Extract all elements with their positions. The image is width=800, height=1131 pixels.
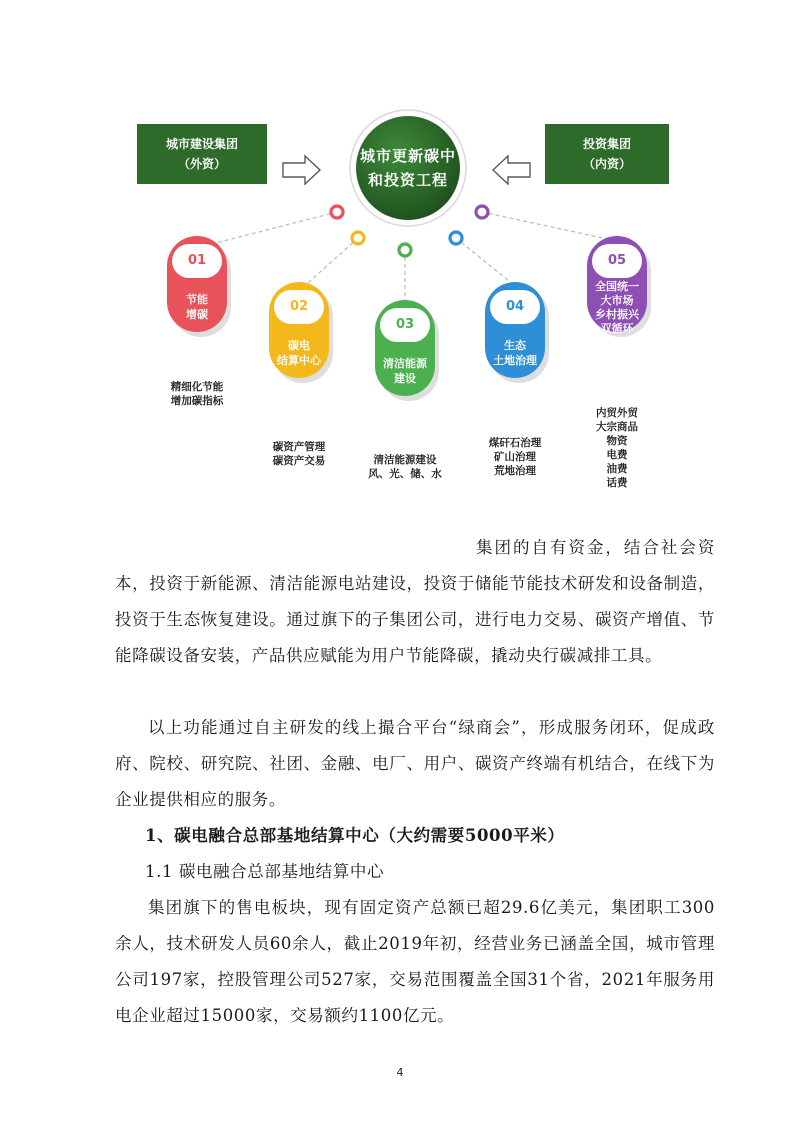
left-box-line1: 城市建设集团 [165, 137, 238, 151]
pill-05-line2: 大市场 [600, 294, 634, 307]
paragraph-1 [115, 530, 715, 674]
dot-4 [450, 232, 462, 244]
pill-number-02: 02 [289, 299, 309, 314]
pill-number-05: 05 [607, 253, 627, 268]
left-box-line2: （外资） [177, 157, 226, 171]
note-05-line5: 油费 [606, 463, 628, 475]
note-05-line3: 物资 [606, 435, 628, 447]
pill-03-line2: 建设 [394, 372, 416, 385]
note-05-line6: 话费 [606, 477, 628, 489]
pill-label-03 [375, 356, 435, 386]
pill-01-line1: 节能 [186, 293, 208, 306]
pill-number-01: 01 [187, 253, 207, 268]
note-05 [572, 406, 662, 490]
arrow-left-icon [493, 156, 530, 184]
dot-2 [352, 232, 364, 244]
pill-05-line3: 乡村振兴 [595, 308, 639, 321]
pill-02-line1: 碳电 [288, 339, 310, 352]
pill-label-04 [485, 338, 545, 368]
pill-01-line2: 增碳 [186, 308, 208, 321]
paragraph-3 [115, 890, 715, 1034]
note-01-line2: 增加碳指标 [170, 395, 224, 407]
pill-label-01 [167, 292, 227, 322]
diagram-graphics [0, 0, 800, 500]
paragraph-2-text: 以上功能通过自主研发的线上撮合平台“绿商会”，形成服务闭环，促成政府、院校、研究院、社团、金融、电厂、用户、碳资产终端有机结合，在线下为企业提供相应的服务。 [115, 718, 715, 809]
center-line2: 和投资工程 [367, 171, 448, 189]
hub-diagram [0, 0, 800, 500]
center-title [356, 144, 460, 192]
pill-03-line1: 清洁能源 [383, 357, 427, 370]
section-heading-1-1: 1.1 碳电融合总部基地结算中心 [145, 862, 385, 881]
note-04-line2: 矿山治理 [494, 451, 536, 463]
pill-label-05 [587, 280, 647, 336]
note-01 [152, 380, 242, 408]
right-box-line1: 投资集团 [582, 137, 631, 151]
note-02-line1: 碳资产管理 [272, 441, 326, 453]
note-02 [254, 440, 344, 468]
right-box-line2: （内资） [582, 157, 631, 171]
page-number: 4 [396, 1066, 404, 1079]
arrow-right-icon [283, 156, 320, 184]
paragraph-2 [115, 710, 715, 818]
center-line1: 城市更新碳中 [359, 147, 456, 165]
section-heading-1: 1、碳电融合总部基地结算中心（大约需要5000平米） [145, 826, 565, 845]
pill-05-line4: 双循环 [600, 322, 634, 335]
note-03-line2: 风、光、储、水 [368, 468, 442, 480]
note-05-line1: 内贸外贸 [596, 407, 638, 419]
dot-5 [476, 206, 488, 218]
pill-number-03: 03 [395, 317, 415, 332]
dot-1 [331, 206, 343, 218]
pill-label-02 [269, 338, 329, 368]
note-01-line1: 精细化节能 [170, 381, 224, 393]
note-04-line1: 煤矸石治理 [488, 437, 542, 449]
right-group-box [545, 124, 669, 184]
note-04-line3: 荒地治理 [494, 465, 536, 477]
note-02-line2: 碳资产交易 [272, 455, 326, 467]
dot-3 [399, 244, 411, 256]
paragraph-1-text: 集团的自有资金，结合社会资本，投资于新能源、清洁能源电站建设，投资于储能节能技术研发和设备制造，投资于生态恢复建设。通过旗下的子集团公司，进行电力交易、碳资产增值、节能降碳设备安装，产品供应赋能为用户节能降碳，撬动央行碳减排工具。 [115, 538, 715, 665]
left-group-box [137, 124, 267, 184]
note-04 [470, 436, 560, 478]
note-03-line1: 清洁能源建设 [373, 454, 437, 466]
pill-number-04: 04 [505, 299, 525, 314]
paragraph-3-text: 集团旗下的售电板块，现有固定资产总额已超29.6亿美元，集团职工300余人，技术研发人员60余人，截止2019年初，经营业务已涵盖全国，城市管理公司197家，控股管理公司527家，交易范围覆盖全国31个省，2021年服务用电企业超过15000家，交易额约1100亿元。 [115, 898, 715, 1025]
pill-05-line1: 全国统一 [595, 280, 639, 293]
note-05-line4: 电费 [606, 449, 628, 461]
pill-04-line1: 生态 [504, 339, 526, 352]
note-03 [355, 453, 455, 481]
pill-02-line2: 结算中心 [277, 354, 321, 367]
note-05-line2: 大宗商品 [596, 421, 638, 433]
pill-04-line2: 土地治理 [493, 354, 537, 367]
